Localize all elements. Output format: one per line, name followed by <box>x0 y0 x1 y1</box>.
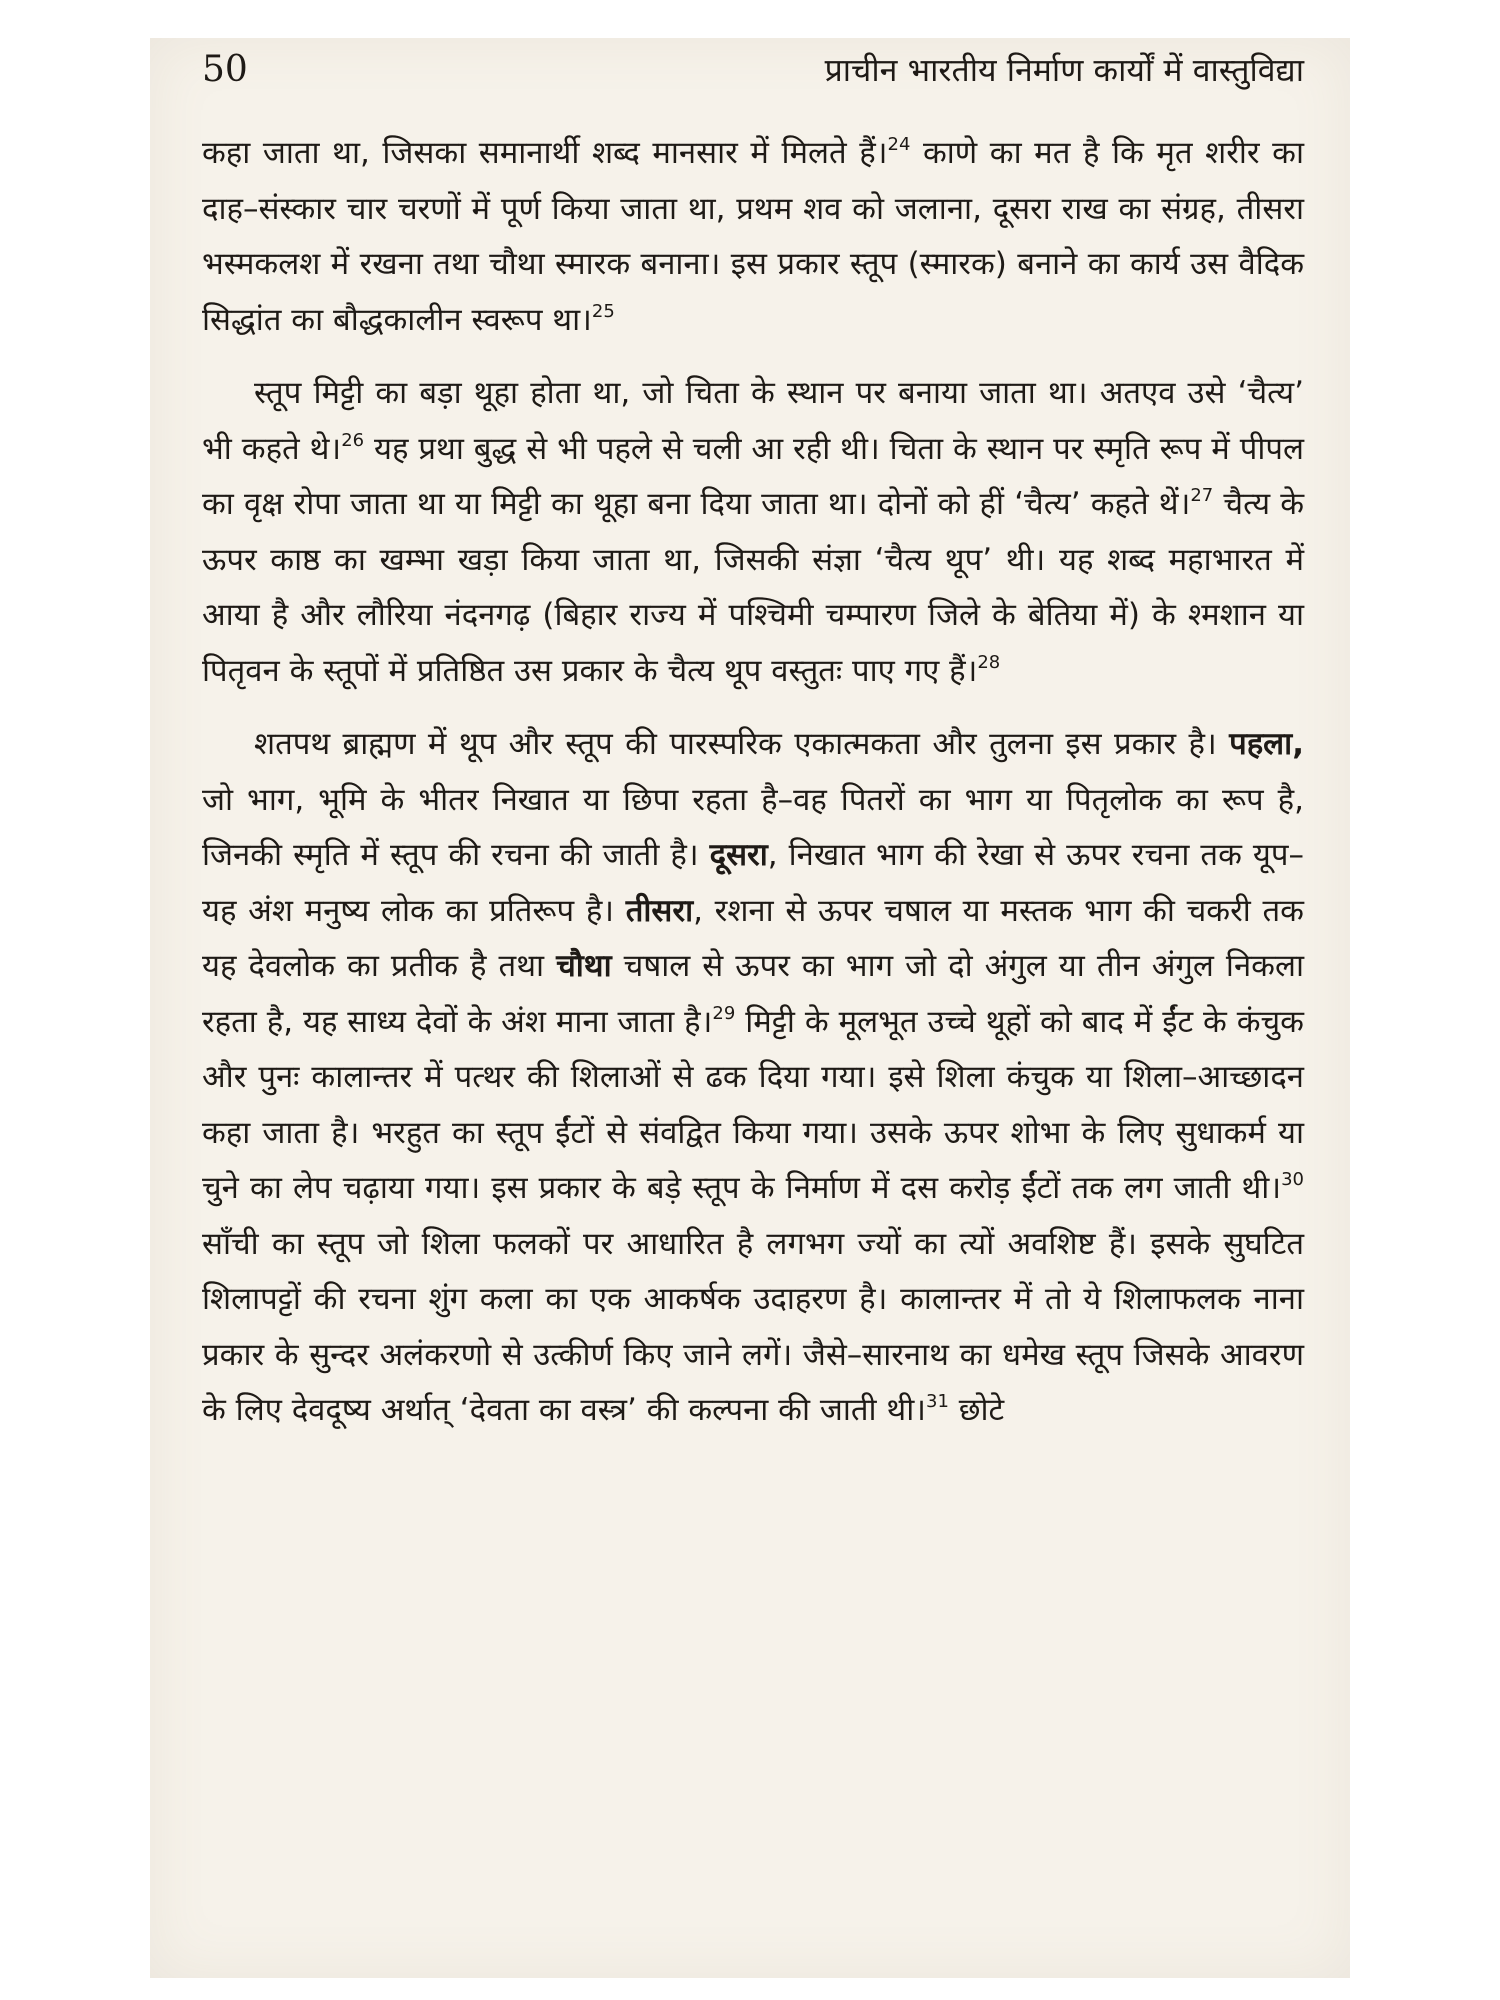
paragraph-1 <box>202 126 1304 348</box>
footnote-ref-31: 31 <box>926 1391 949 1412</box>
footnote-ref-28: 28 <box>977 651 1001 673</box>
text-run: चैत्य के ऊपर काष्ठ का खम्भा खड़ा किया जाता था, जिसकी संज्ञा ‘चैत्य थूप’ थी। यह शब्द महाभारत में आया है और लौरिया नंदनगढ़ (बिहार राज्य में पश्चिमी चम्पारण जिले के बेतिया में) के श्मशान या पितृवन के स्तूपों में प्रतिष्ठित उस प्रकार के चैत्य थूप वस्तुतः पाए गए हैं। <box>202 486 1304 689</box>
body-text <box>202 126 1304 1457</box>
footnote-ref-29: 29 <box>712 1002 736 1024</box>
text-run: स्तूप मिट्टी का बड़ा थूहा होता था, जो चिता के स्थान पर बनाया जाता था। अतएव उसे ‘चैत्य’ भी कहते थे। <box>202 375 1304 467</box>
bold-term-third: तीसरा <box>625 892 694 929</box>
page-header <box>202 46 1304 94</box>
text-run: यह प्रथा बुद्ध से भी पहले से चली आ रही थी। चिता के स्थान पर स्मृति रूप में पीपल का वृक्ष रोपा जाता था या मिट्टी का थूहा बना दिया जाता था। दोनों को हीं ‘चैत्य’ कहते थें। <box>202 430 1304 522</box>
text-run: चषाल से ऊपर का भाग जो दो अंगुल या तीन अंगुल निकला रहता है, यह साध्य देवों के अंश माना जाता है। <box>202 948 1305 1040</box>
text-run: , निखात भाग की रेखा से ऊपर रचना तक यूप–यह अंश मनुष्य लोक का प्रतिरूप है। <box>202 837 1305 929</box>
paragraph-3 <box>202 717 1304 1439</box>
bold-term-second: दूसरा <box>709 837 768 873</box>
page-number: 50 <box>202 49 248 90</box>
text-run: कहा जाता था, जिसका समानार्थी शब्द मानसार में मिलते हैं। <box>202 135 888 171</box>
footnote-ref-24: 24 <box>887 134 911 155</box>
text-run: जो भाग, भूमि के भीतर निखात या छिपा रहता है–वह पितरों का भाग या पितृलोक का रूप है, जिनकी स्मृति में स्तूप की रचना की जाती है। <box>202 781 1304 873</box>
bold-term-first: पहला, <box>1229 726 1304 762</box>
footnote-ref-27: 27 <box>1190 485 1214 506</box>
footnote-ref-30: 30 <box>1281 1169 1304 1190</box>
text-run: काणे का मत है कि मृत शरीर का दाह–संस्कार चार चरणों में पूर्ण किया जाता था, प्रथम शव को जलाना, दूसरा राख का संग्रह, तीसरा भस्मकलश में रखना तथा चौथा स्मारक बनाना। इस प्रकार स्तूप (स्मारक) बनाने का कार्य उस वैदिक सिद्धांत का बौद्धकालीन स्वरूप था। <box>202 135 1304 338</box>
book-page <box>150 38 1350 1978</box>
paragraph-2 <box>202 366 1304 699</box>
running-head: प्राचीन भारतीय निर्माण कार्यों में वास्तुविद्या <box>824 51 1304 89</box>
text-run: मिट्टी के मूलभूत उच्चे थूहों को बाद में ईंट के कंचुक और पुनः कालान्तर में पत्थर की शिलाओं से ढक दिया गया। इसे शिला कंचुक या शिला–आच्छादन कहा जाता है। भरहुत का स्तूप ईंटों से संवद्वित किया गया। उसके ऊपर शोभा के लिए सुधाकर्म या चुने का लेप चढ़ाया गया। इस प्रकार के बड़े स्तूप के निर्माण में दस करोड़ ईंटों तक लग जाती थी। <box>202 1003 1304 1206</box>
text-run: शतपथ ब्राह्मण में थूप और स्तूप की पारस्परिक एकात्मकता और तुलना इस प्रकार है। <box>254 726 1230 762</box>
text-run: साँची का स्तूप जो शिला फलकों पर आधारित है लगभग ज्यों का त्यों अवशिष्ट हैं। इसके सुघटित शिलापट्टों की रचना शुंग कला का एक आकर्षक उदाहरण है। कालान्तर में तो ये शिलाफलक नाना प्रकार के सुन्दर अलंकरणो से उत्कीर्ण किए जाने लगें। जैसे–सारनाथ का धमेख स्तूप जिसके आवरण के लिए देवदूष्य अर्थात् ‘देवता का वस्त्र’ की कल्पना की जाती थी। <box>202 1225 1304 1428</box>
text-run: , रशना से ऊपर चषाल या मस्तक भाग की चकरी तक यह देवलोक का प्रतीक है तथा <box>202 892 1304 984</box>
text-run: छोटे <box>948 1392 1005 1428</box>
footnote-ref-26: 26 <box>341 429 365 451</box>
footnote-ref-25: 25 <box>591 300 615 322</box>
bold-term-fourth: चौथा <box>556 948 612 984</box>
